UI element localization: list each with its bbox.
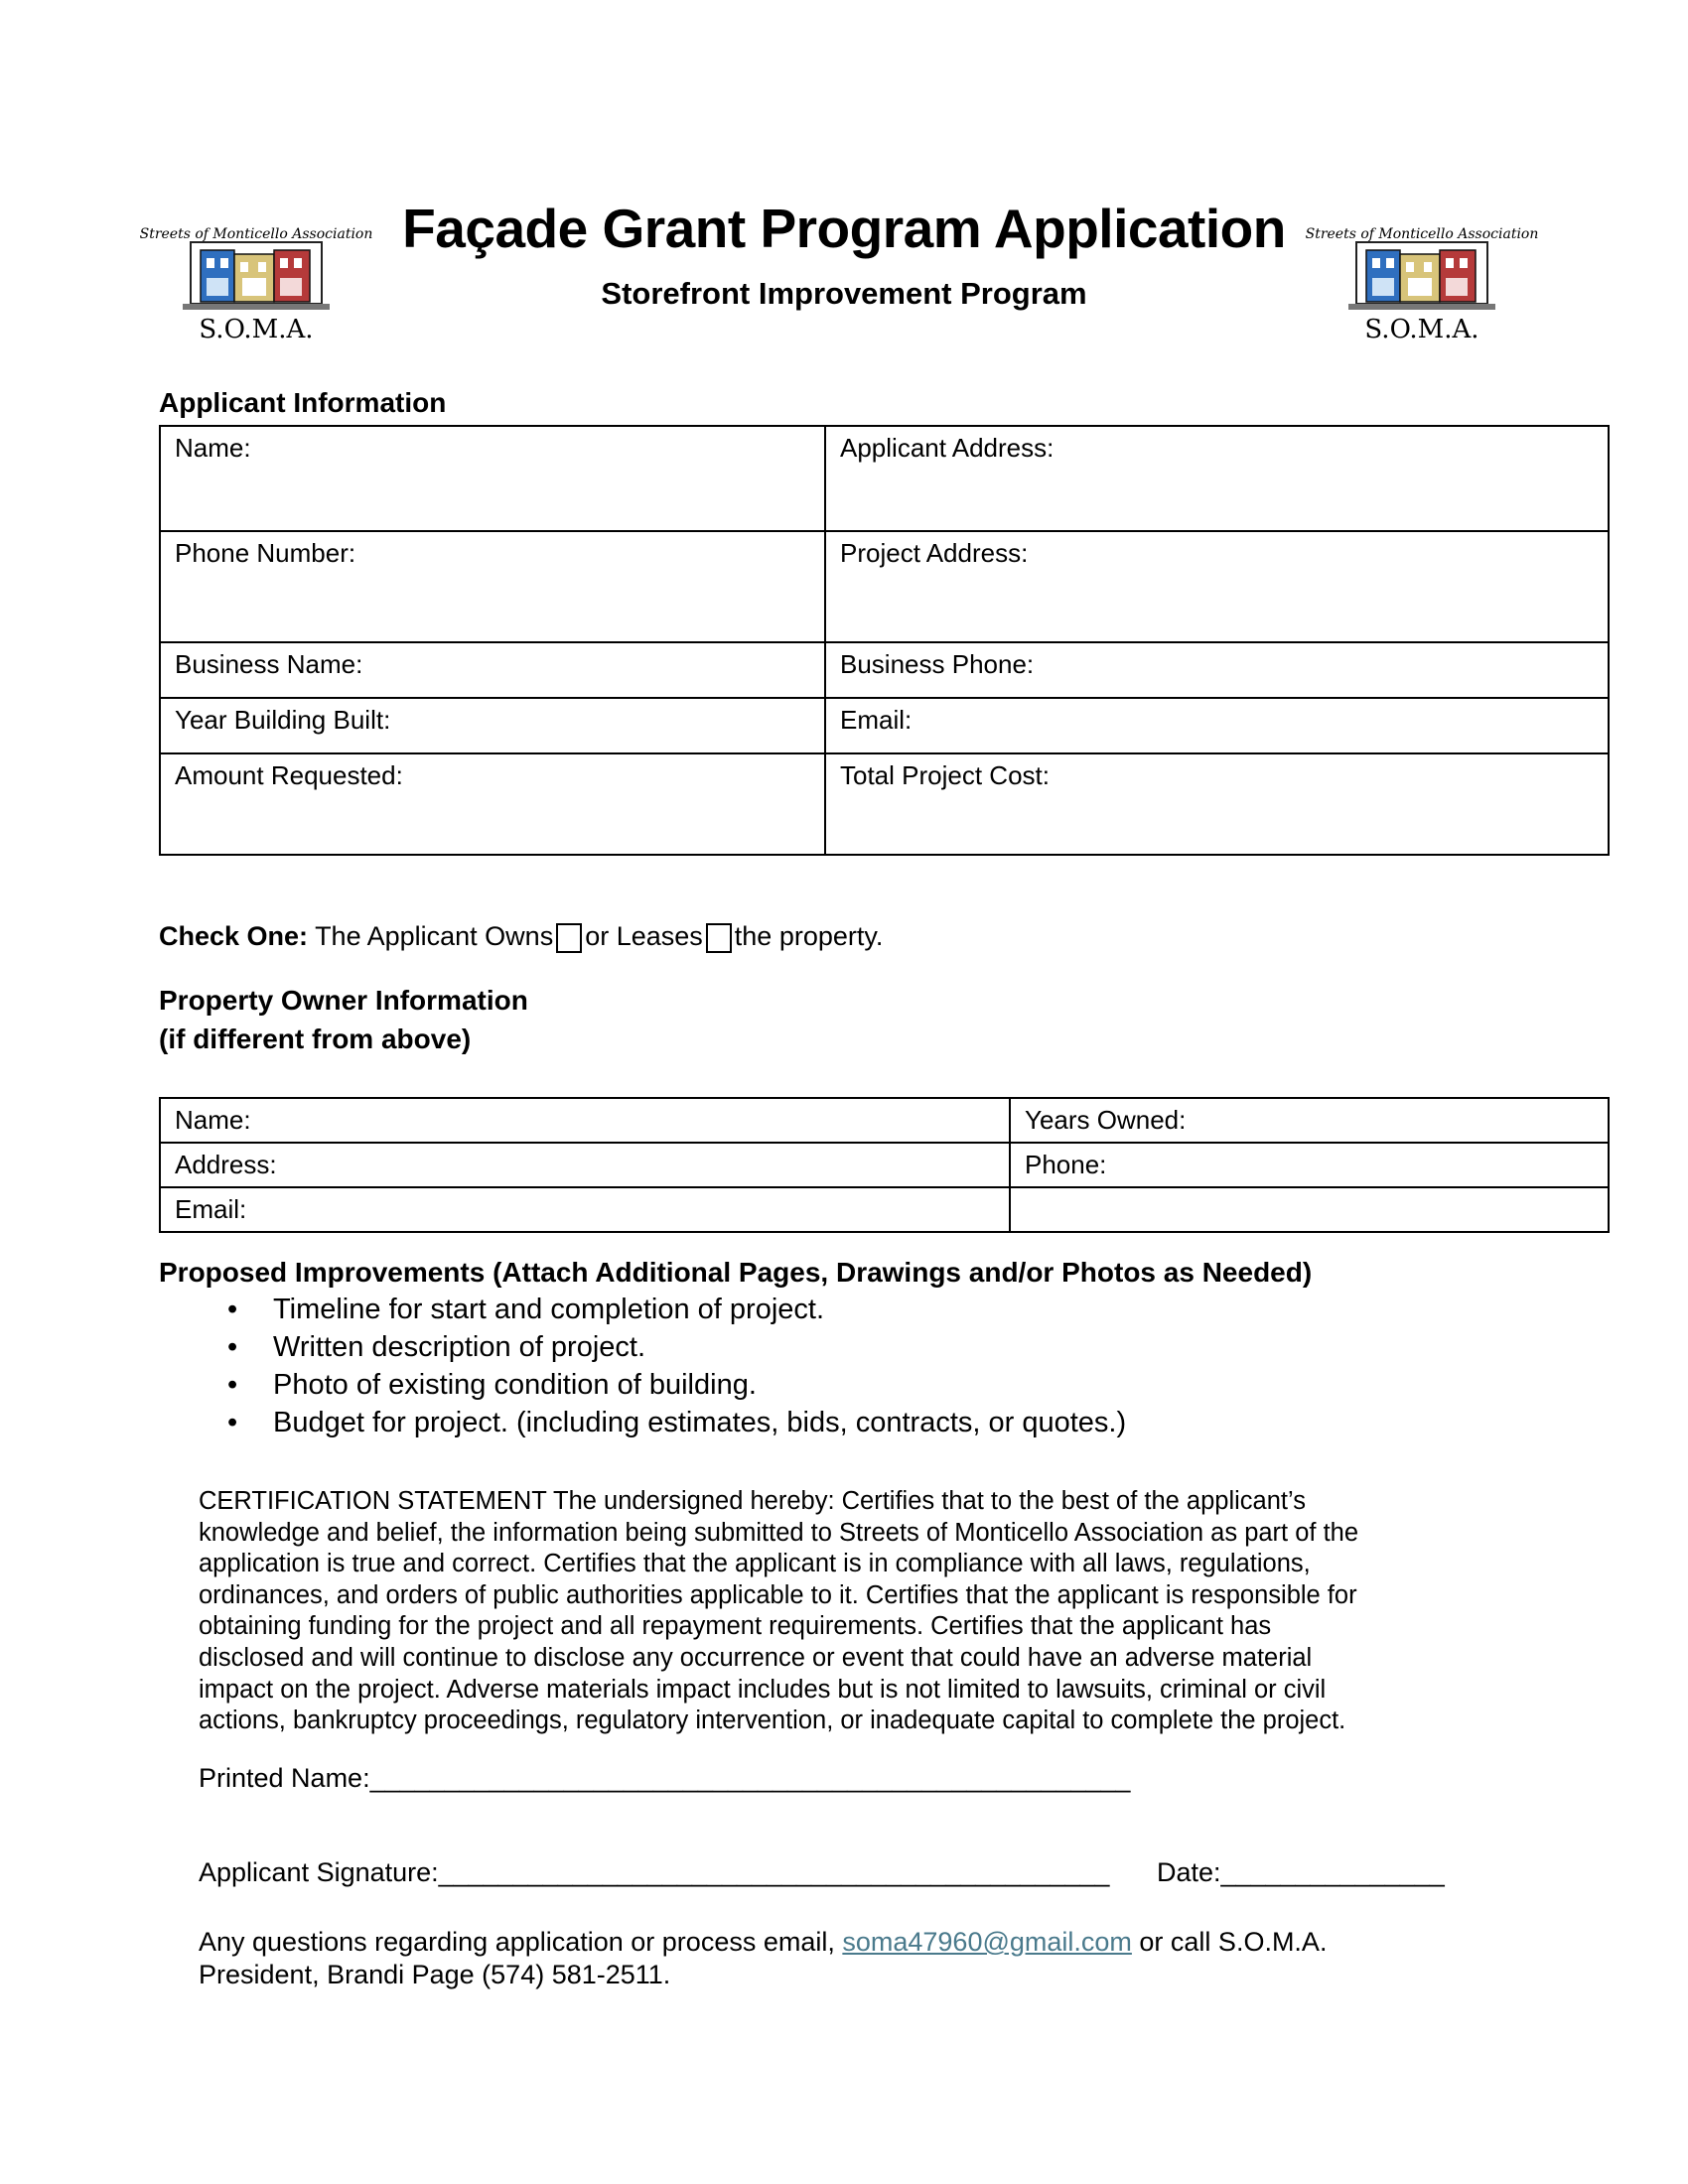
owner-info-heading-line2: (if different from above) (159, 1024, 472, 1054)
table-row (160, 531, 1609, 642)
contact-line1 (199, 1926, 1509, 1959)
business-phone-field[interactable] (825, 642, 1609, 698)
leases-text: or Leases (585, 921, 703, 951)
empty-cell (1010, 1187, 1609, 1232)
project-address-field[interactable] (825, 531, 1609, 642)
leases-checkbox[interactable] (706, 923, 732, 953)
date-line[interactable]: Date:_______________ (1157, 1857, 1445, 1887)
certification-line: actions, bankruptcy proceedings, regulatory intervention, or inadequate capital to complete the project. (199, 1706, 1346, 1735)
field-label: Years Owned: (1025, 1105, 1187, 1135)
property-text: the property. (734, 921, 884, 951)
owns-checkbox[interactable] (556, 923, 582, 953)
phone-number-field[interactable] (160, 531, 825, 642)
table-row (160, 1143, 1609, 1187)
owner-name-field[interactable] (160, 1098, 1010, 1143)
field-label: Amount Requested: (175, 760, 403, 790)
logo-abbrev: S.O.M.A. (1364, 315, 1479, 344)
field-label: Email: (840, 705, 913, 735)
field-label: Business Name: (175, 649, 363, 679)
contact-text: Any questions regarding application or process email, (199, 1927, 843, 1957)
year-built-field[interactable] (160, 698, 825, 753)
field-label: Phone Number: (175, 538, 356, 568)
owner-address-field[interactable] (160, 1143, 1010, 1187)
list-item: • Written description of project. (273, 1328, 1126, 1366)
amount-requested-field[interactable] (160, 753, 825, 855)
printed-name-line[interactable]: Printed Name:___________________________________________________ (199, 1763, 1131, 1793)
table-row (160, 698, 1609, 753)
applicant-signature-line[interactable]: Applicant Signature:_____________________________________________ (199, 1857, 1110, 1887)
logo-arc-text: Streets of Monticello Association (139, 226, 373, 242)
certification-line: knowledge and belief, the information being submitted to Streets of Monticello Association as part of the (199, 1518, 1359, 1547)
certification-line: impact on the project. Adverse materials impact includes but is not limited to lawsuits, criminal or civil (199, 1675, 1327, 1704)
logo-arc-text: Streets of Monticello Association (1305, 226, 1539, 242)
field-label: Project Address: (840, 538, 1029, 568)
applicant-address-field[interactable] (825, 426, 1609, 531)
field-label: Year Building Built: (175, 705, 391, 735)
field-label: Address: (175, 1150, 277, 1179)
contact-text: or call S.O.M.A. (1131, 1927, 1328, 1957)
contact-line2: President, Brandi Page (574) 581-2511. (199, 1960, 671, 1989)
owner-email-field[interactable] (160, 1187, 1010, 1232)
owner-info-heading-line1: Property Owner Information (159, 985, 528, 1016)
list-item: • Budget for project. (including estimates, bids, contracts, or quotes.) (273, 1404, 1126, 1441)
list-item: • Photo of existing condition of building. (273, 1366, 1126, 1404)
owner-phone-field[interactable] (1010, 1143, 1609, 1187)
check-one-label: Check One: (159, 921, 309, 951)
table-row (160, 1098, 1609, 1143)
contact-note (199, 1926, 1509, 1991)
applicant-info-heading: Applicant Information (159, 387, 447, 418)
improvements-heading: Proposed Improvements (Attach Additional Pages, Drawings and/or Photos as Needed) (159, 1257, 1313, 1288)
owner-info-table (159, 1097, 1610, 1233)
field-label: Total Project Cost: (840, 760, 1050, 790)
field-label: Email: (175, 1194, 247, 1224)
list-item: • Timeline for start and completion of project. (273, 1291, 1126, 1328)
field-label: Name: (175, 1105, 251, 1135)
check-one-line (159, 921, 883, 953)
page-subtitle: Storefront Improvement Program (601, 276, 1087, 311)
field-label: Applicant Address: (840, 433, 1055, 463)
certification-line: ordinances, and orders of public authorities applicable to it. Certifies that the applicant is responsible for (199, 1580, 1357, 1609)
email-field[interactable] (825, 698, 1609, 753)
total-project-cost-field[interactable] (825, 753, 1609, 855)
owner-info-heading (159, 981, 528, 1058)
certification-line: CERTIFICATION STATEMENT The undersigned hereby: Certifies that to the best of the applicant’s (199, 1487, 1306, 1515)
certification-line: obtaining funding for the project and all repayment requirements. Certifies that the applicant has (199, 1612, 1272, 1641)
certification-line: application is true and correct. Certifies that the applicant is in compliance with all laws, regulations, (199, 1550, 1311, 1578)
name-field[interactable] (160, 426, 825, 531)
business-name-field[interactable] (160, 642, 825, 698)
applicant-info-table (159, 425, 1610, 856)
field-label: Business Phone: (840, 649, 1035, 679)
page-title: Façade Grant Program Application (402, 198, 1286, 259)
table-row (160, 753, 1609, 855)
table-row (160, 642, 1609, 698)
field-label: Name: (175, 433, 251, 463)
email-link[interactable]: soma47960@gmail.com (842, 1927, 1132, 1957)
years-owned-field[interactable] (1010, 1098, 1609, 1143)
table-row (160, 426, 1609, 531)
table-row (160, 1187, 1609, 1232)
certification-line: disclosed and will continue to disclose any occurrence or event that could have an adverse material (199, 1643, 1313, 1672)
improvements-list (159, 1291, 1126, 1441)
certification-statement (199, 1486, 1499, 1737)
logo-abbrev: S.O.M.A. (199, 315, 314, 344)
owns-text: The Applicant Owns (315, 921, 554, 951)
field-label: Phone: (1025, 1150, 1107, 1179)
